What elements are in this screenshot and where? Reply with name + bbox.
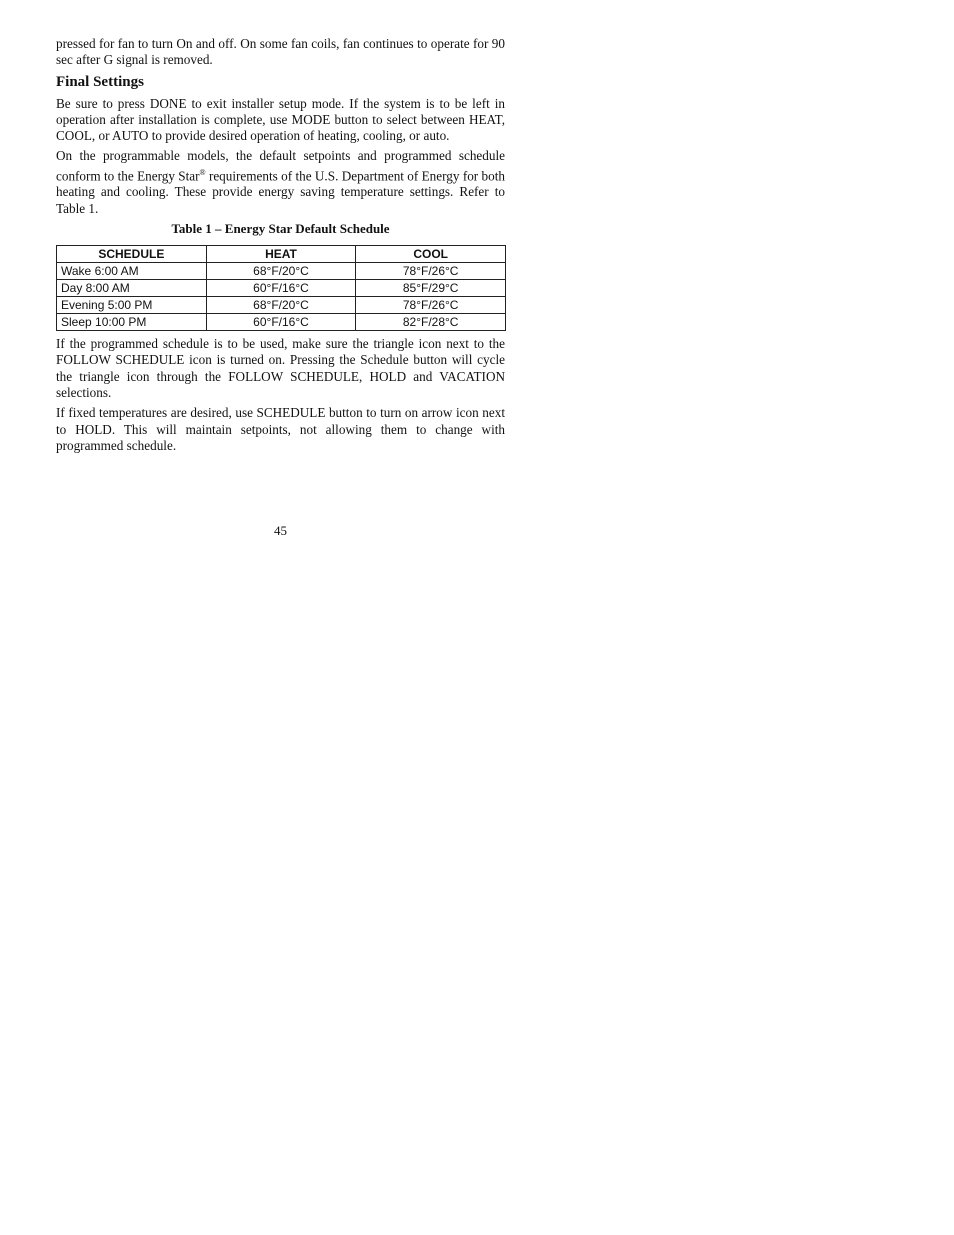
schedule-cell: Evening 5:00 PM bbox=[57, 297, 207, 314]
hold-paragraph: If fixed temperatures are desired, use SCHEDULE button to turn on arrow icon next to HOLD. This will maintain setpoints, not allowing them to change with programmed schedule. bbox=[56, 405, 505, 453]
header-schedule: SCHEDULE bbox=[57, 246, 207, 263]
cool-cell: 85°F/29°C bbox=[356, 280, 506, 297]
page-number: 45 bbox=[274, 523, 287, 538]
schedule-cell: Wake 6:00 AM bbox=[57, 263, 207, 280]
header-heat: HEAT bbox=[206, 246, 356, 263]
cool-cell: 78°F/26°C bbox=[356, 297, 506, 314]
energy-star-paragraph bbox=[56, 148, 505, 217]
energy-star-schedule-table bbox=[56, 245, 506, 331]
cool-cell: 82°F/28°C bbox=[356, 314, 506, 331]
table-row bbox=[57, 297, 506, 314]
heat-cell: 68°F/20°C bbox=[206, 297, 356, 314]
table-caption: Table 1 – Energy Star Default Schedule bbox=[171, 221, 390, 237]
table-row bbox=[57, 280, 506, 297]
section-heading: Final Settings bbox=[56, 73, 144, 90]
final-settings-paragraph: Be sure to press DONE to exit installer setup mode. If the system is to be left in operation after installation is complete, use MODE button to select between HEAT, COOL, or AUTO to provide desired operation of heating, cooling, or auto. bbox=[56, 95, 505, 144]
document-column bbox=[56, 36, 505, 458]
heat-cell: 60°F/16°C bbox=[206, 280, 356, 297]
registered-mark: ® bbox=[199, 167, 206, 177]
energy-star-paragraph-start: On the programmable models, the default setpoints and programmed schedule conform to the Energy Star bbox=[56, 148, 505, 184]
header-cool: COOL bbox=[356, 246, 506, 263]
table-header-row bbox=[57, 246, 506, 263]
table-row bbox=[57, 263, 506, 280]
table-row bbox=[57, 314, 506, 331]
heat-cell: 60°F/16°C bbox=[206, 314, 356, 331]
energy-star-paragraph-end: requirements of the U.S. Department of Energy for both heating and cooling. These provide energy saving temperature settings. Refer to Table 1. bbox=[56, 168, 505, 216]
heat-cell: 68°F/20°C bbox=[206, 263, 356, 280]
intro-paragraph: pressed for fan to turn On and off. On some fan coils, fan continues to operate for 90 sec after G signal is removed. bbox=[56, 36, 505, 68]
cool-cell: 78°F/26°C bbox=[356, 263, 506, 280]
follow-schedule-paragraph: If the programmed schedule is to be used, make sure the triangle icon next to the FOLLOW SCHEDULE icon is turned on. Pressing the Schedule button will cycle the triangle icon through the FOLLOW SCHEDULE, HOLD and VACATION selections. bbox=[56, 336, 505, 400]
schedule-cell: Sleep 10:00 PM bbox=[57, 314, 207, 331]
schedule-cell: Day 8:00 AM bbox=[57, 280, 207, 297]
